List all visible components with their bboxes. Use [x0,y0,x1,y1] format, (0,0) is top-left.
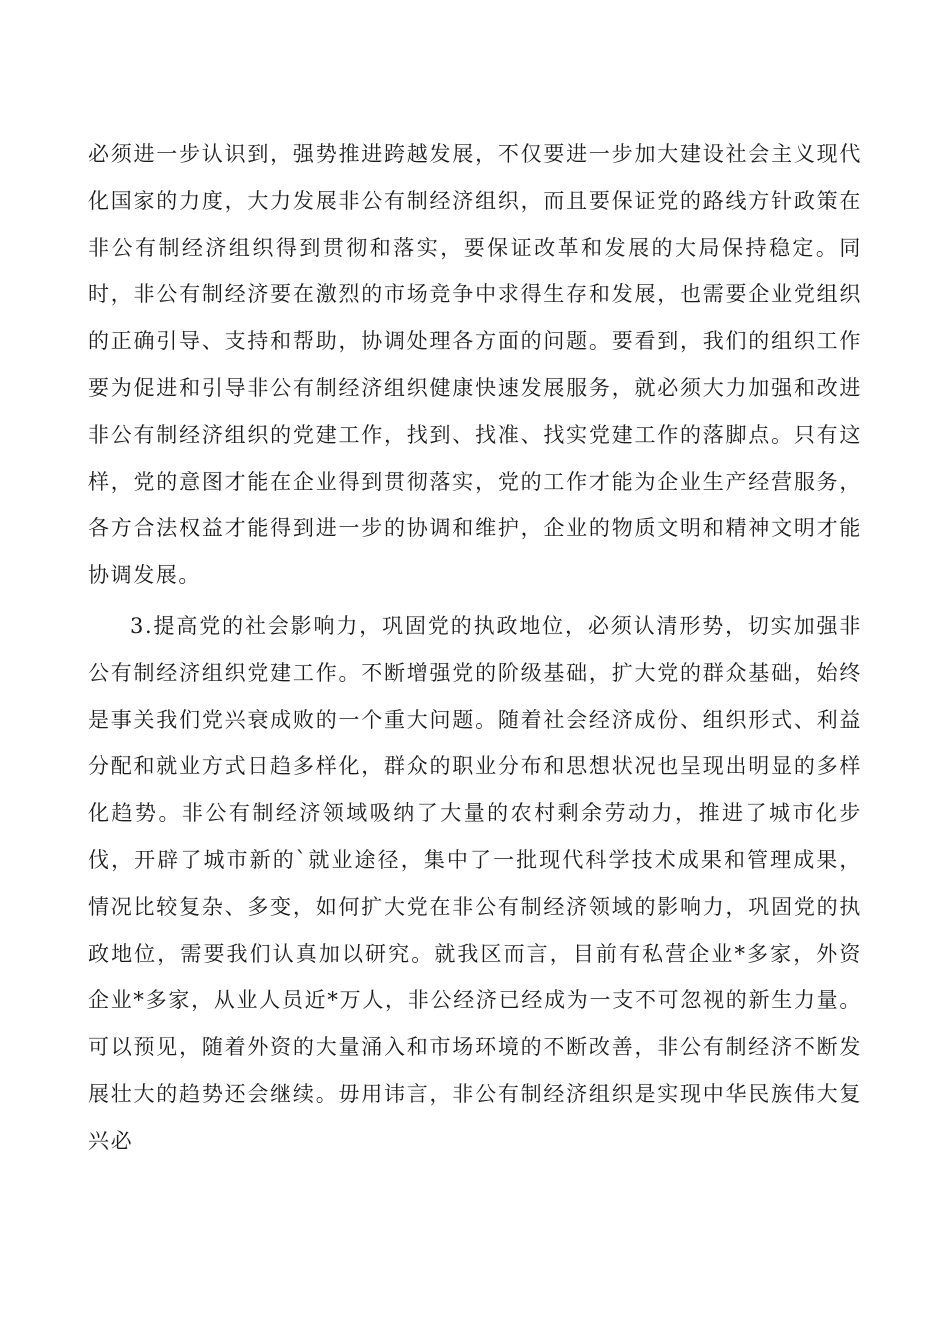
paragraph-section-3: 3.提高党的社会影响力，巩固党的执政地位，必须认清形势，切实加强非公有制经济组织党建工作。不断增强党的阶级基础，扩大党的群众基础，始终是事关我们党兴衰成败的一个重大问题。随着社会经济成份、组织形式、利益分配和就业方式日趋多样化，群众的职业分布和思想状况也呈现出明显的多样化趋势。非公有制经济领域吸纳了大量的农村剩余劳动力，推进了城市化步伐，开辟了城市新的`就业途径，集中了一批现代科学技术成果和管理成果，情况比较复杂、多变，如何扩大党在非公有制经济领域的影响力，巩固党的执政地位，需要我们认真加以研究。就我区而言，目前有私营企业*多家，外资企业*多家，从业人员近*万人，非公经济已经成为一支不可忽视的新生力量。可以预见，随着外资的大量涌入和市场环境的不断改善，非公有制经济不断发展壮大的趋势还会继续。毋用讳言，非公有制经济组织是实现中华民族伟大复兴必 [88,613,862,1153]
paragraph-continuation: 必须进一步认识到，强势推进跨越发展，不仅要进一步加大建设社会主义现代化国家的力度，大力发展非公有制经济组织，而且要保证党的路线方针政策在非公有制经济组织得到贯彻和落实，要保证改革和发展的大局保持稳定。同时，非公有制经济要在激烈的市场竞争中求得生存和发展，也需要企业党组织的正确引导、支持和帮助，协调处理各方面的问题。要看到，我们的组织工作要为促进和引导非公有制经济组织健康快速发展服务，就必须大力加强和改进非公有制经济组织的党建工作，找到、找准、找实党建工作的落脚点。只有这样，党的意图才能在企业得到贯彻落实，党的工作才能为企业生产经营服务，各方合法权益才能得到进一步的协调和维护，企业的物质文明和精神文明才能协调发展。 [88,142,862,588]
document-body [88,131,862,1165]
